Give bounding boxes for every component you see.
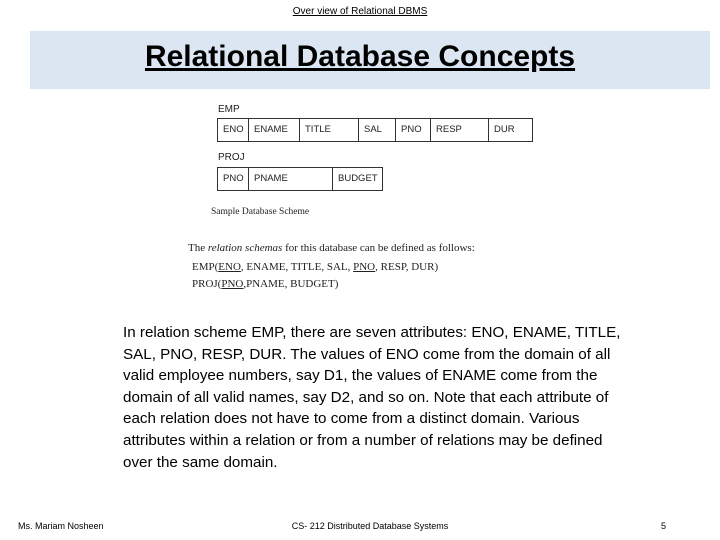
footer-author: Ms. Mariam Nosheen [18, 521, 104, 531]
footer-course-code: CS- 212 Distributed Database Systems [291, 521, 449, 531]
emp-attr: PNO [396, 119, 431, 141]
emp-attr: ENO [218, 119, 249, 141]
proj-label: PROJ [218, 152, 245, 163]
page-number: 5 [660, 521, 666, 531]
slide-title: Relational Database Concepts [144, 40, 576, 73]
emp-attr: ENAME [249, 119, 300, 141]
proj-attr: BUDGET [338, 173, 378, 184]
proj-attr: PNAME [249, 168, 333, 190]
schema-figure [185, 100, 525, 300]
proj-schema-line: PROJ(PNO,PNAME, BUDGET) [192, 278, 339, 290]
emp-attr: DUR [494, 124, 515, 135]
emp-label: EMP [218, 104, 240, 115]
schema-intro: The relation schemas for this database can be defined as follows: [188, 242, 475, 254]
emp-attr: TITLE [300, 119, 359, 141]
proj-attr: PNO [218, 168, 249, 190]
figure-caption: Sample Database Scheme [211, 207, 310, 217]
emp-relation-row [217, 118, 533, 142]
proj-relation-row [217, 167, 383, 191]
emp-attr: SAL [359, 119, 396, 141]
emp-attr: RESP [431, 119, 489, 141]
course-header: Over view of Relational DBMS [292, 6, 428, 17]
emp-schema-line: EMP(ENO, ENAME, TITLE, SAL, PNO, RESP, DUR) [192, 261, 439, 273]
body-paragraph: In relation scheme EMP, there are seven attributes: ENO, ENAME, TITLE, SAL, PNO, RESP, DUR. The values of ENO come from the domain of all valid employee numbers, say D1, the values of ENAME come from the domain of all valid names, say D2, and so on. Note that each attribute of each relation does not have to come from a distinct domain. Various attributes within a relation or from a number of relations may be defined over the same domain. [123, 324, 621, 471]
